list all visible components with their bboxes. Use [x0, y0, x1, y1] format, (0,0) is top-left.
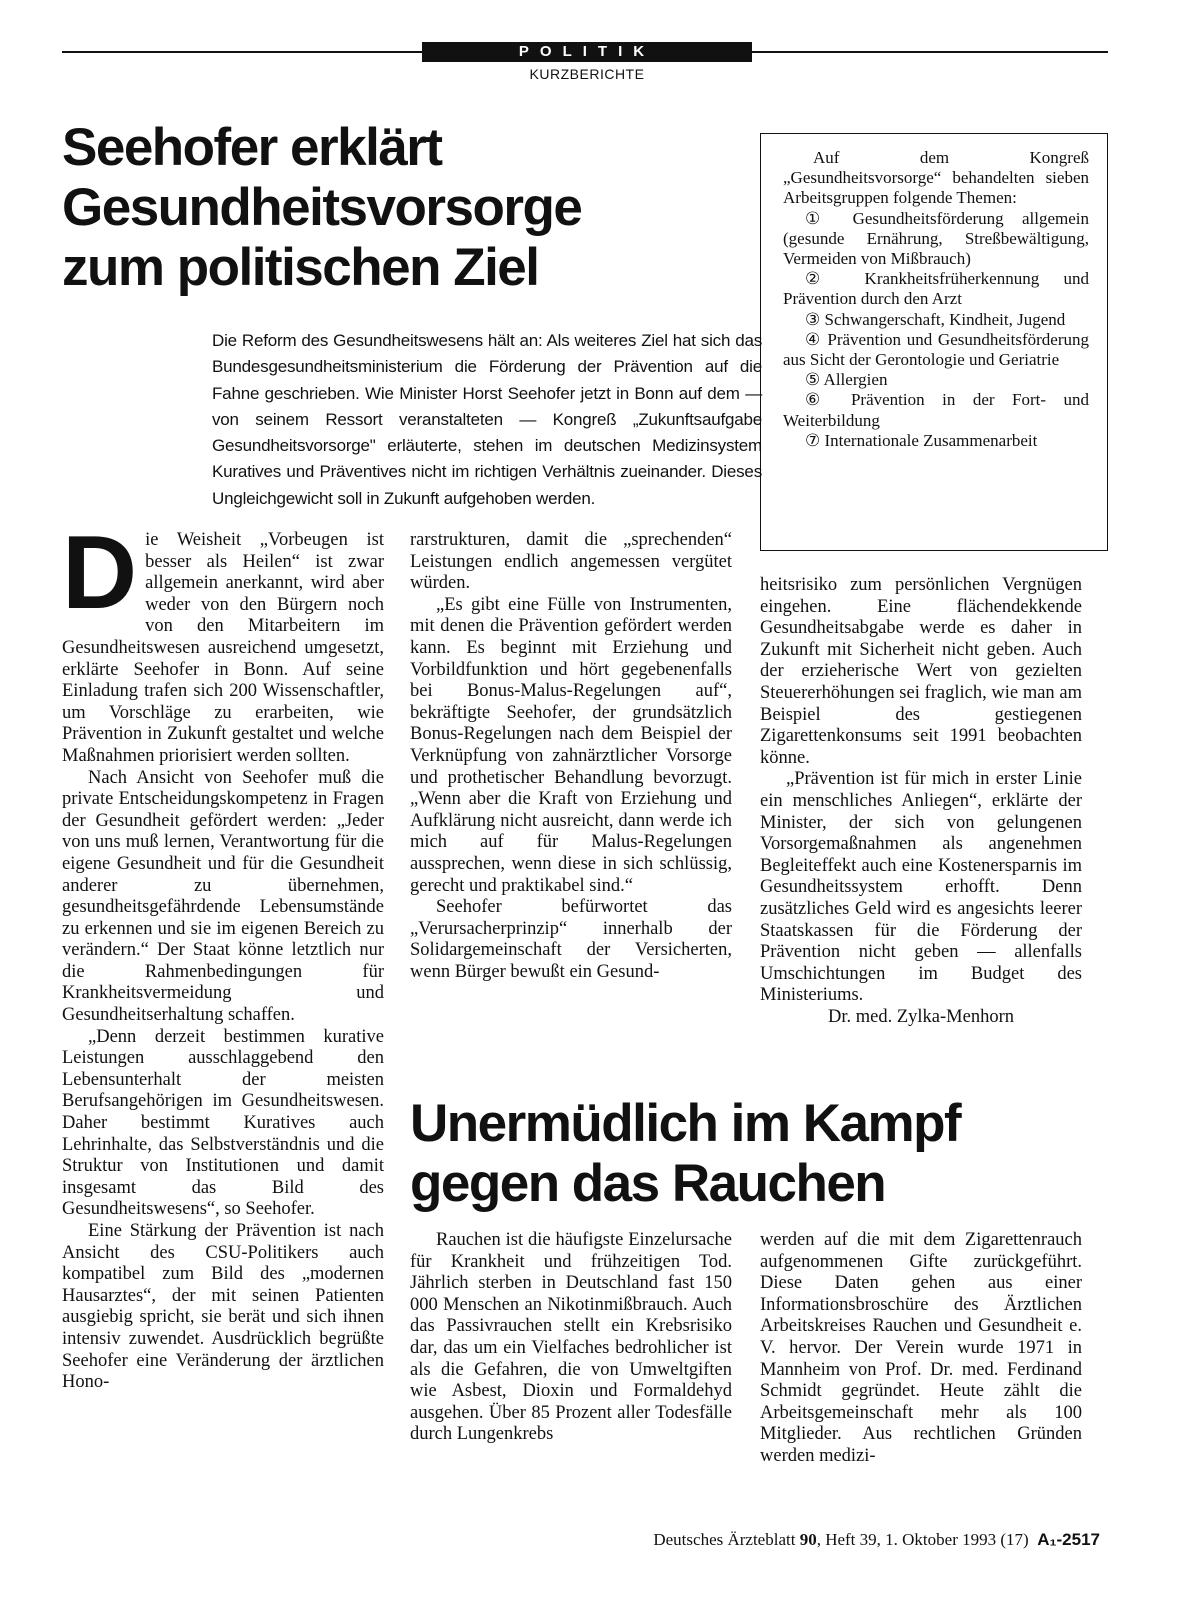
drop-cap: D	[62, 515, 138, 631]
article-1-column-1	[62, 515, 384, 1394]
body-paragraph	[62, 515, 384, 768]
info-box-item: ③ Schwangerschaft, Kindheit, Jugend	[805, 309, 1066, 329]
headline-line: gegen das Rauchen	[410, 1154, 886, 1213]
headline-line: Gesundheitsvorsorge	[62, 178, 582, 237]
info-box-item: ⑤ Allergien	[805, 370, 888, 390]
info-box-item: ④ Prävention und Gesundheitsförderung aus Sicht der Gerontologie und Geriatrie	[783, 329, 1089, 370]
body-text: ie Weisheit „Vorbeugen ist besser als Heilen“ ist zwar allgemein anerkannt, wird aber weder von den Bürgern noch von den Mitarbeitern im Gesundheitswesen ausreichend umgesetzt, erklärte Seehofer in Bonn. Auf seine Einladung trafen sich 200 Wissenschaftler, um Vorschläge zu erarbeiten, wie Prävention in Zukunft gestaltet und welche Maßnahmen priorisiert werden sollten.	[62, 530, 384, 766]
article-1-column-3	[760, 575, 1082, 1028]
body-paragraph: rarstrukturen, damit die „sprechenden“ Leistungen endlich angemessen vergütet würden.	[410, 530, 732, 594]
subsection-label: KURZBERICHTE	[529, 66, 645, 82]
issue-info: , Heft 39, 1. Oktober 1993 (17)	[816, 1530, 1029, 1549]
journal-volume: 90	[799, 1530, 817, 1549]
body-paragraph: Eine Stärkung der Prävention ist nach Ansicht des CSU-Politikers auch kompatibel zum Bild des „modernen Hausarztes“, der mit seinen Patienten ausgiebig spricht, sie berät und sich ihnen intensiv zuwendet. Ausdrücklich begrüßte Seehofer eine Veränderung der ärztlichen Hono-	[62, 1221, 384, 1393]
info-box-item: ⑥ Prävention in der Fort- und Weiterbildung	[783, 390, 1089, 430]
article-1-column-2	[410, 530, 732, 983]
article-2-column-2	[760, 1230, 1082, 1468]
body-paragraph: Rauchen ist die häufigste Einzelursache für Krankheit und frühzeitigen Tod. Jährlich sterben in Deutschland fast 150 000 Menschen an Nikotinmißbrauch. Auch das Passivrauchen stellt ein Krebsrisiko dar, das um ein Vielfaches bedrohlicher ist als die Gefahren, die von Umweltgiften wie Asbest, Dioxin und Formaldehyd ausgehen. Über 85 Prozent aller Todesfälle durch Lungenkrebs	[410, 1230, 732, 1445]
body-paragraph: Seehofer befürwortet das „Verursacherprinzip“ innerhalb der Solidargemeinschaft der Versicherten, wenn Bürger bewußt ein Gesund-	[410, 897, 732, 982]
page-footer	[540, 1530, 1100, 1550]
body-paragraph: heitsrisiko zum persönlichen Vergnügen eingehen. Eine flächendekkende Gesundheitsabgabe werde es daher in Zukunft mit Sicherheit nicht geben. Auch der erzieherische Wert von gezielten Steuererhöhungen sei fraglich, wie man am Beispiel des gestiegenen Zigarettenkonsums seit 1991 beobachten könne.	[760, 575, 1082, 768]
info-box-item: ⑦ Internationale Zusammenarbeit	[805, 430, 1038, 450]
body-paragraph: „Es gibt eine Fülle von Instrumenten, mit denen die Prävention gefördert werden kann. Es beginnt mit Erziehung und Vorbildfunktion und hört gegebenenfalls bei Bonus-Malus-Regelungen auf“, bekräftigte Seehofer, der grundsätzlich Bonus-Regelungen nach dem Beispiel der Verknüpfung von zahnärztlicher Vorsorge und prothetischer Behandlung bevorzugt. „Wenn aber die Kraft von Erziehung und Aufklärung nicht ausreicht, dann werde ich mich auf für Malus-Regelungen aussprechen, wenn diese in sich schlüssig, gerecht und praktikabel sind.“	[410, 594, 732, 896]
page-number: A₁-2517	[1037, 1530, 1100, 1549]
article-2-headline	[410, 1094, 1090, 1214]
headline-line: Unermüdlich im Kampf	[410, 1094, 961, 1153]
headline-line: Seehofer erklärt	[62, 118, 442, 177]
body-paragraph: werden auf die mit dem Zigarettenrauch aufgenommenen Gifte zurückgeführt. Diese Daten gehen aus einer Informationsbroschüre des Ärztlichen Arbeitskreises Rauchen und Gesundheit e. V. hervor. Der Verein wurde 1971 in Mannheim von Prof. Dr. med. Ferdinand Schmidt gegründet. Heute zählt die Arbeitsgemeinschaft mehr als 100 Mitglieder. Aus rechtlichen Gründen werden medizi-	[760, 1230, 1082, 1466]
headline-line: zum politischen Ziel	[62, 238, 539, 297]
author-signature: Dr. med. Zylka-Menhorn	[828, 1006, 1014, 1027]
journal-name: Deutsches Ärzteblatt	[653, 1530, 796, 1549]
info-box-intro: Auf dem Kongreß „Gesundheitsvorsorge“ behandelten sieben Arbeitsgruppen folgende Themen:	[783, 148, 1089, 208]
body-paragraph: „Prävention ist für mich in erster Linie ein menschliches Anliegen“, erklärte der Minister, der sich von gelungenen Vorsorgemaßnahmen als angenehmen Begleiteffekt auch eine Kostenersparnis im Gesundheitssystem erhofft. Denn zusätzliches Geld wird es angesichts leerer Staatskassen für die Förderung der Prävention nicht geben — allenfalls Umschichtungen im Budget des Ministeriums.	[760, 769, 1082, 1006]
article-1-teaser: Die Reform des Gesundheitswesens hält an: Als weiteres Ziel hat sich das Bundesgesundheitsministerium die Förderung der Prävention auf die Fahne geschrieben. Wie Minister Horst Seehofer jetzt in Bonn auf dem — von seinem Ressort veranstalteten — Kongreß „Zukunftsaufgabe Gesundheitsvorsorge" erläuterte, stehen im deutschen Medizinsystem Kuratives und Präventives nicht im richtigen Verhältnis zueinander. Dieses Ungleichgewicht soll in Zukunft aufgehoben werden.	[212, 331, 762, 508]
info-box-item: ① Gesundheitsförderung allgemein (gesunde Ernährung, Streßbewältigung, Vermeiden von Mißbrauch)	[783, 208, 1089, 269]
section-label: POLITIK	[422, 42, 752, 62]
article-2-column-1	[410, 1230, 732, 1446]
info-box-item: ② Krankheitsfrüherkennung und Prävention durch den Arzt	[783, 269, 1089, 309]
article-1-headline	[62, 118, 762, 298]
body-paragraph: „Denn derzeit bestimmen kurative Leistungen ausschlaggebend den Lebensunterhalt der meisten Berufsangehörigen im Gesundheitswesen. Daher bestimmt Kuratives auch Lehrinhalte, das Selbstverständnis und die Struktur von Institutionen und damit insgesamt das Bild des Gesundheitswesens“, so Seehofer.	[62, 1026, 384, 1220]
body-paragraph: Nach Ansicht von Seehofer muß die private Entscheidungskompetenz in Fragen der Gesundheit gefördert werden: „Jeder von uns muß lernen, Verantwortung für die eigene Gesundheit und für die Gesundheit anderer zu übernehmen, gesundheitsgefährdende Lebensumstände zu erkennen und sie im eigenen Bereich zu verändern.“ Der Staat könne letztlich nur die Rahmenbedingungen für Krankheitsvermeidung und Gesundheitserhaltung schaffen.	[62, 767, 384, 1026]
info-box	[760, 133, 1108, 551]
